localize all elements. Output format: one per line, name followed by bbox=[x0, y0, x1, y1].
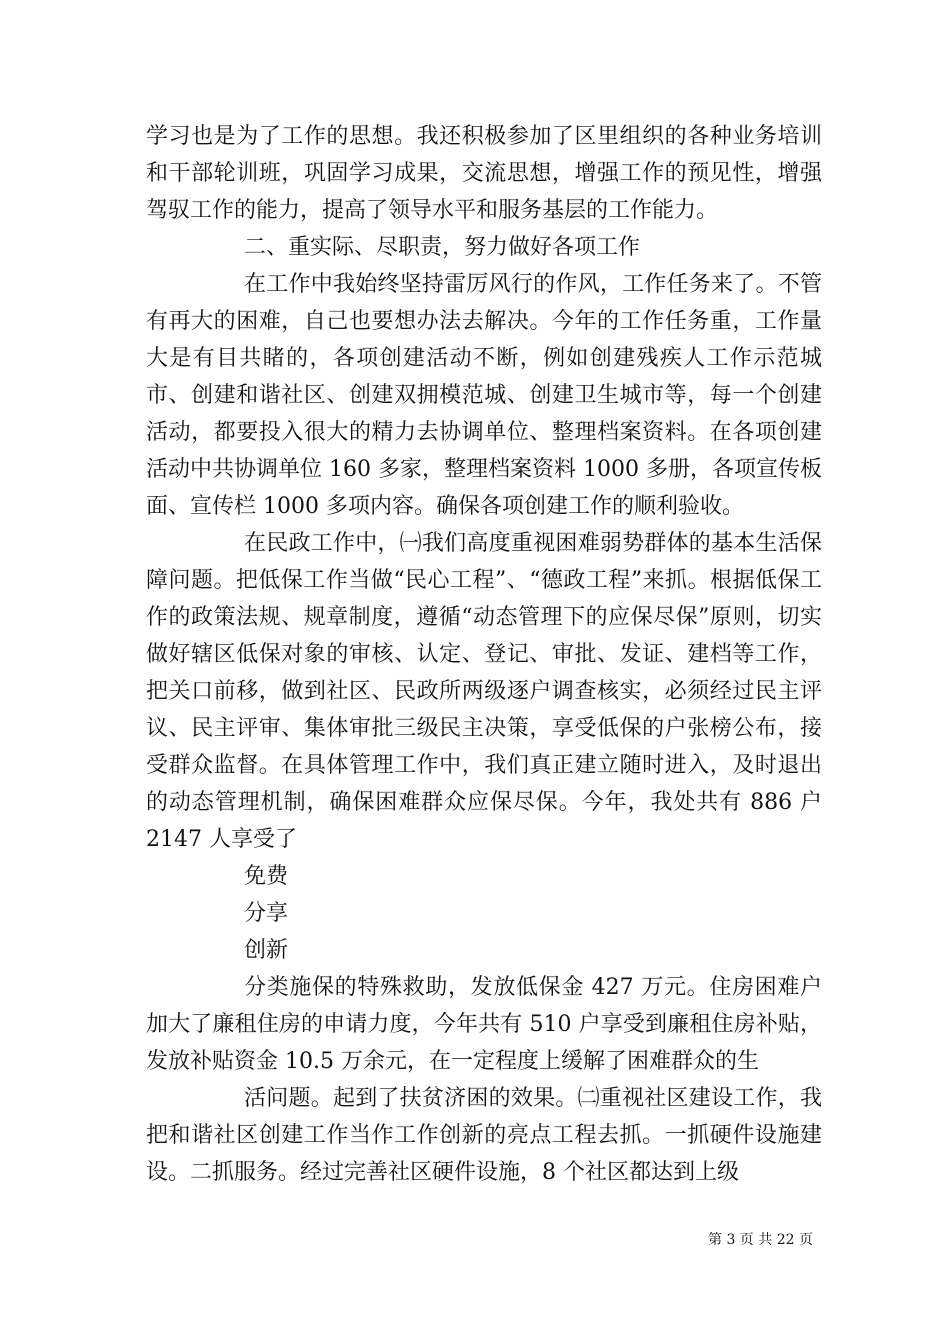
list-item-free: 免费 bbox=[244, 864, 289, 889]
page-number: 第 3 页 共 22 页 bbox=[708, 1232, 813, 1248]
paragraph-civil-affairs: 在民政工作中，㈠我们高度重视困难弱势群体的基本生活保障问题。把低保工作当做“民心工程”、“德政工程”来抓。根据低保工作的政策法规、规章制度，遵循“动态管理下的应保尽保”原则，切实做好辖区低保对象的审核、认定、登记、审批、发证、建档等工作，把关口前移，做到社区、民政所两级逐户调查核实，必须经过民主评议、民主评审、集体审批三级民主决策，享受低保的户张榜公布，接受群众监督。在具体管理工作中，我们真正建立随时进入，及时退出的动态管理机制，确保困难群众应保尽保。今年，我处共有 886 户 2147 人享受了 bbox=[146, 531, 822, 852]
paragraph-study: 学习也是为了工作的思想。我还积极参加了区里组织的各种业务培训和干部轮训班，巩固学习成果，交流思想，增强工作的预见性，增强驾驭工作的能力，提高了领导水平和服务基层的工作能力。 bbox=[146, 124, 822, 223]
list-item-innovate: 创新 bbox=[244, 938, 289, 963]
paragraph-relief: 分类施保的特殊救助，发放低保金 427 万元。住房困难户加大了廉租住房的申请力度，今年共有 510 户享受到廉租住房补贴，发放补贴资金 10.5 万余元，在一定程度上缓解了困难群众的生 bbox=[146, 975, 822, 1074]
list-item-share: 分享 bbox=[244, 901, 289, 926]
paragraph-community: 活问题。起到了扶贫济困的效果。㈡重视社区建设工作，我把和谐社区创建工作当作工作创新的亮点工程去抓。一抓硬件设施建设。二抓服务。经过完善社区硬件设施，8 个社区都达到上级 bbox=[146, 1086, 822, 1185]
paragraph-work-style: 在工作中我始终坚持雷厉风行的作风，工作任务来了。不管有再大的困难，自己也要想办法去解决。今年的工作任务重，工作量大是有目共睹的，各项创建活动不断，例如创建残疾人工作示范城市、创建和谐社区、创建双拥模范城、创建卫生城市等，每一个创建活动，都要投入很大的精力去协调单位、整理档案资料。在各项创建活动中共协调单位 160 多家，整理档案资料 1000 多册，各项宣传板面、宣传栏 1000 多项内容。确保各项创建工作的顺利验收。 bbox=[146, 272, 822, 519]
section-heading: 二、重实际、尽职责，努力做好各项工作 bbox=[244, 235, 641, 260]
